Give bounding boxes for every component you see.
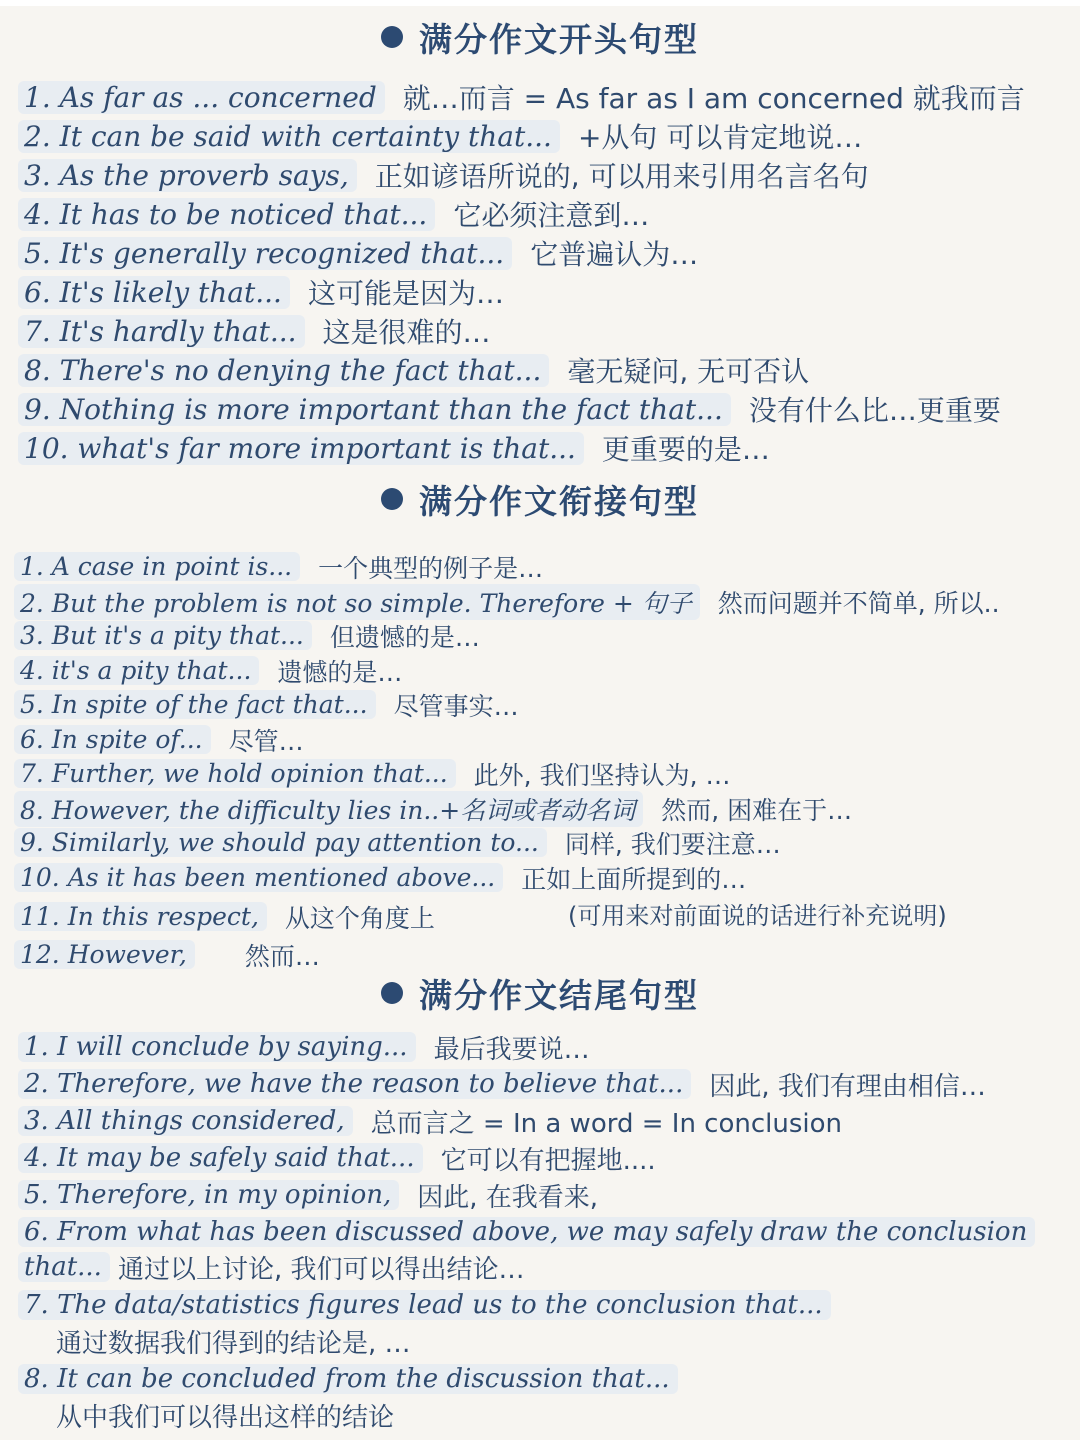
chinese-meaning: 然而… <box>244 941 320 971</box>
english-phrase: 1. As far as ... concerned <box>18 81 385 114</box>
chinese-meaning: 然而, 困难在于… <box>661 795 853 825</box>
english-phrase: 5. In spite of the fact that... <box>14 690 376 719</box>
english-phrase: 2. But the problem is not so simple. Therefore + 句子 <box>14 584 700 620</box>
english-phrase: 6. From what has been discussed above, we may safely draw the conclusion <box>18 1217 1035 1247</box>
list-item <box>18 156 869 194</box>
english-phrase: 7. Further, we hold opinion that... <box>14 759 456 788</box>
chinese-meaning: 没有什么比…更重要 <box>748 394 1001 427</box>
english-phrase: 4. It may be safely said that... <box>18 1143 423 1173</box>
list-item-continued <box>18 1250 524 1284</box>
list-item <box>18 117 862 155</box>
list-item <box>18 1215 1035 1249</box>
chinese-meaning: 但遗憾的是… <box>329 622 480 652</box>
english-phrase: 4. it's a pity that... <box>14 656 259 685</box>
chinese-meaning: 它必须注意到… <box>453 199 650 232</box>
english-phrase: 5. It's generally recognized that... <box>18 237 512 270</box>
english-phrase: 8. However, the difficulty lies in..+名词或者动名词 <box>14 791 643 827</box>
list-item <box>18 1141 656 1175</box>
english-phrase: 2. It can be said with certainty that... <box>18 120 560 153</box>
list-item <box>14 792 852 825</box>
chinese-meaning: +从句 可以肯定地说… <box>577 121 863 154</box>
list-item <box>18 1178 598 1212</box>
list-item <box>14 654 402 687</box>
list-item-continued <box>56 1324 411 1358</box>
list-item <box>18 1067 986 1101</box>
english-phrase: 5. Therefore, in my opinion, <box>18 1180 399 1210</box>
list-item <box>18 429 770 467</box>
list-item-continued <box>56 1398 394 1432</box>
chinese-meaning: 就…而言 = As far as I am concerned 就我而言 <box>402 82 1025 115</box>
english-phrase: 10. what's far more important is that... <box>18 432 584 465</box>
list-item <box>18 351 809 389</box>
chinese-meaning: 毫无疑问, 无可否认 <box>567 355 810 388</box>
section-heading <box>0 970 1080 1016</box>
chinese-meaning: 通过数据我们得到的结论是, … <box>56 1328 411 1359</box>
chinese-meaning: 遗憾的是… <box>277 657 403 687</box>
list-item <box>14 585 1000 618</box>
english-phrase: 2. Therefore, we have the reason to believe that... <box>18 1069 691 1099</box>
list-item <box>14 619 480 652</box>
list-item <box>14 938 320 971</box>
english-phrase: that... <box>18 1252 110 1282</box>
list-item <box>18 312 491 350</box>
chinese-meaning: 正如谚语所说的, 可以用来引用名言名句 <box>374 160 869 193</box>
usage-note: (可用来对前面说的话进行补充说明) <box>568 902 947 930</box>
section-title: 满分作文衔接句型 <box>419 481 699 521</box>
chinese-meaning: 然而问题并不简单, 所以.. <box>717 588 1000 618</box>
english-phrase: 3. But it's a pity that... <box>14 621 312 650</box>
chinese-meaning: 这是很难的… <box>322 316 491 349</box>
chinese-meaning: 尽管事实… <box>393 691 519 721</box>
chinese-meaning: 尽管… <box>228 726 304 756</box>
english-phrase: 1. A case in point is... <box>14 552 300 581</box>
chinese-meaning: 通过以上讨论, 我们可以得出结论… <box>117 1254 525 1285</box>
section-heading <box>0 14 1080 60</box>
english-phrase: 9. Similarly, we should pay attention to... <box>14 828 547 857</box>
english-phrase: 8. There's no denying the fact that... <box>18 354 549 387</box>
bullet-dot-icon <box>381 488 403 510</box>
list-item <box>18 1288 831 1322</box>
english-phrase: 3. All things considered, <box>18 1106 353 1136</box>
chinese-meaning: 此外, 我们坚持认为, … <box>473 760 731 790</box>
chinese-meaning: 这可能是因为… <box>307 277 504 310</box>
english-phrase: 3. As the proverb says, <box>18 159 357 192</box>
section-title: 满分作文开头句型 <box>419 19 699 59</box>
chinese-meaning: 因此, 我们有理由相信… <box>709 1071 986 1102</box>
list-item <box>14 861 746 894</box>
bullet-dot-icon <box>381 26 403 48</box>
chinese-meaning: 因此, 在我看来, <box>417 1182 599 1213</box>
chinese-meaning: 它普遍认为… <box>530 238 699 271</box>
section-heading <box>0 476 1080 522</box>
top-edge <box>0 0 1080 6</box>
english-phrase: 7. The data/statistics figures lead us to the conclusion that... <box>18 1290 831 1320</box>
chinese-meaning: 同样, 我们要注意… <box>564 829 781 859</box>
chinese-meaning: 总而言之 = In a word = In conclusion <box>370 1108 843 1139</box>
english-phrase: 1. I will conclude by saying... <box>18 1032 416 1062</box>
section-title: 满分作文结尾句型 <box>419 975 699 1015</box>
list-item <box>18 273 504 311</box>
list-item <box>14 826 781 859</box>
list-item <box>18 195 649 233</box>
chinese-meaning: 一个典型的例子是… <box>318 553 544 583</box>
list-item <box>18 1362 678 1396</box>
list-item <box>18 1030 590 1064</box>
list-item <box>14 900 435 933</box>
english-phrase: 4. It has to be noticed that... <box>18 198 435 231</box>
chinese-meaning: 从这个角度上 <box>284 903 435 933</box>
list-item <box>14 688 519 721</box>
english-phrase: 6. It's likely that... <box>18 276 290 309</box>
chinese-meaning: 更重要的是… <box>601 433 770 466</box>
english-phrase: 7. It's hardly that... <box>18 315 305 348</box>
english-phrase: 9. Nothing is more important than the fact that... <box>18 393 731 426</box>
list-item <box>14 757 730 790</box>
bullet-dot-icon <box>381 982 403 1004</box>
english-phrase: 11. In this respect, <box>14 902 267 931</box>
list-item <box>14 723 304 756</box>
chinese-meaning: 从中我们可以得出这样的结论 <box>56 1402 395 1433</box>
list-item <box>14 550 543 583</box>
english-phrase: 6. In spite of... <box>14 725 211 754</box>
english-phrase: 12. However, <box>14 940 195 969</box>
chinese-meaning: 最后我要说… <box>433 1034 590 1065</box>
english-phrase: 10. As it has been mentioned above... <box>14 863 503 892</box>
list-item <box>18 390 1001 428</box>
chinese-meaning: 它可以有把握地.... <box>440 1145 656 1176</box>
list-item <box>18 78 1025 116</box>
english-phrase: 8. It can be concluded from the discussion that... <box>18 1364 678 1394</box>
list-item <box>18 234 698 272</box>
list-item <box>18 1104 842 1138</box>
chinese-meaning: 正如上面所提到的… <box>521 864 747 894</box>
